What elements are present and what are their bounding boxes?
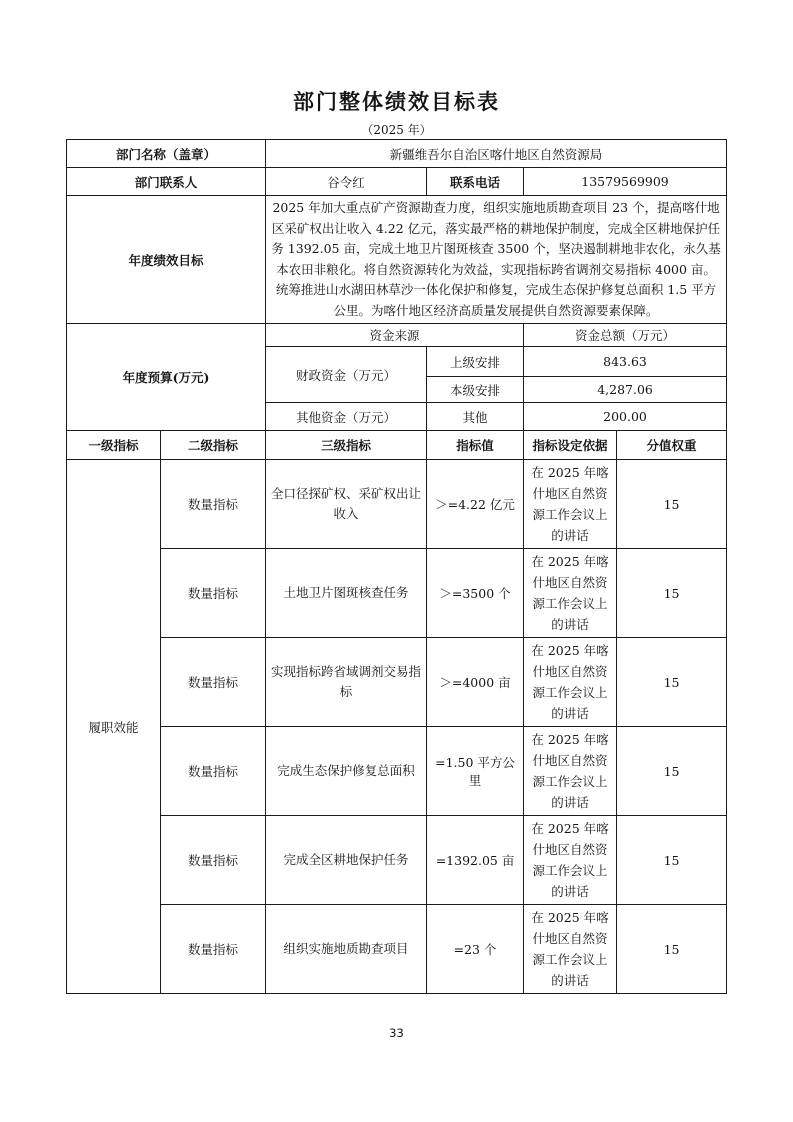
indicator-basis: 在 2025 年喀什地区自然资源工作会议上的讲话: [524, 905, 617, 994]
indicator-basis: 在 2025 年喀什地区自然资源工作会议上的讲话: [524, 638, 617, 727]
budget-fiscal-label: 财政资金（万元）: [266, 347, 427, 403]
table-row: [67, 196, 727, 324]
header-basis: 指标设定依据: [524, 431, 617, 460]
header-level2: 二级指标: [161, 431, 266, 460]
header-value: 指标值: [427, 431, 524, 460]
level3-indicator: 组织实施地质勘查项目: [266, 905, 427, 994]
indicator-row: [67, 549, 727, 638]
indicator-weight: 15: [617, 460, 727, 549]
level2-indicator: 数量指标: [161, 727, 266, 816]
dept-name-value: 新疆维吾尔自治区喀什地区自然资源局: [266, 140, 727, 168]
budget-local-label: 本级安排: [427, 377, 524, 403]
level3-indicator: 全口径探矿权、采矿权出让收入: [266, 460, 427, 549]
indicator-row: [67, 905, 727, 994]
level3-indicator: 完成全区耕地保护任务: [266, 816, 427, 905]
performance-target-table: [66, 139, 727, 994]
level2-indicator: 数量指标: [161, 549, 266, 638]
level2-indicator: 数量指标: [161, 816, 266, 905]
budget-other-funds-label: 其他资金（万元）: [266, 403, 427, 431]
indicator-weight: 15: [617, 549, 727, 638]
indicator-basis: 在 2025 年喀什地区自然资源工作会议上的讲话: [524, 460, 617, 549]
table-row: [67, 324, 727, 347]
indicator-weight: 15: [617, 727, 727, 816]
budget-other-value: 200.00: [524, 403, 727, 431]
indicator-row: [67, 727, 727, 816]
table-row: [67, 168, 727, 196]
phone-label: 联系电话: [427, 168, 524, 196]
contact-label: 部门联系人: [67, 168, 266, 196]
contact-value: 谷令红: [266, 168, 427, 196]
indicator-value: ＞=4000 亩: [427, 638, 524, 727]
header-level1: 一级指标: [67, 431, 161, 460]
budget-other-label: 其他: [427, 403, 524, 431]
level2-indicator: 数量指标: [161, 460, 266, 549]
header-level3: 三级指标: [266, 431, 427, 460]
indicator-weight: 15: [617, 905, 727, 994]
indicator-weight: 15: [617, 816, 727, 905]
level3-indicator: 土地卫片图斑核查任务: [266, 549, 427, 638]
level1-indicator: 履职效能: [67, 460, 161, 994]
indicator-value: =1392.05 亩: [427, 816, 524, 905]
level3-indicator: 实现指标跨省域调剂交易指标: [266, 638, 427, 727]
indicator-value: ＞=3500 个: [427, 549, 524, 638]
indicator-basis: 在 2025 年喀什地区自然资源工作会议上的讲话: [524, 549, 617, 638]
header-weight: 分值权重: [617, 431, 727, 460]
indicator-row: [67, 460, 727, 549]
indicator-row: [67, 638, 727, 727]
budget-label: 年度预算(万元): [67, 324, 266, 431]
page-number: 33: [389, 1026, 404, 1040]
level3-indicator: 完成生态保护修复总面积: [266, 727, 427, 816]
annual-target-text: 2025 年加大重点矿产资源勘查力度，组织实施地质勘查项目 23 个，提高喀什地区采矿权出让收入 4.22 亿元，落实最严格的耕地保护制度，完成全区耕地保护任务 1392.05 亩，完成土地卫片图斑核查 3500 个，坚决遏制耕地非农化，永久基本农田非粮化。将自然资源转化为效益，实现指标跨省调剂交易指标 4000 亩。统筹推进山水湖田林草沙一体化保护和修复，完成生态保护修复总面积 1.5 平方公里。为喀什地区经济高质量发展提供自然资源要素保障。: [266, 196, 727, 324]
page-title: 部门整体绩效目标表: [293, 89, 500, 114]
indicator-basis: 在 2025 年喀什地区自然资源工作会议上的讲话: [524, 816, 617, 905]
budget-upper-label: 上级安排: [427, 347, 524, 377]
indicator-weight: 15: [617, 638, 727, 727]
indicator-row: [67, 816, 727, 905]
level2-indicator: 数量指标: [161, 905, 266, 994]
phone-value: 13579569909: [524, 168, 727, 196]
budget-upper-value: 843.63: [524, 347, 727, 377]
page-subtitle: （2025 年）: [361, 123, 432, 137]
dept-name-label: 部门名称（盖章）: [67, 140, 266, 168]
annual-target-label: 年度绩效目标: [67, 196, 266, 324]
level2-indicator: 数量指标: [161, 638, 266, 727]
indicator-value: =23 个: [427, 905, 524, 994]
indicator-basis: 在 2025 年喀什地区自然资源工作会议上的讲话: [524, 727, 617, 816]
indicator-value: ＞=4.22 亿元: [427, 460, 524, 549]
budget-local-value: 4,287.06: [524, 377, 727, 403]
budget-source-header: 资金来源: [266, 324, 524, 347]
indicator-header-row: [67, 431, 727, 460]
table-row: [67, 140, 727, 168]
budget-total-header: 资金总额（万元）: [524, 324, 727, 347]
indicator-value: =1.50 平方公里: [427, 727, 524, 816]
